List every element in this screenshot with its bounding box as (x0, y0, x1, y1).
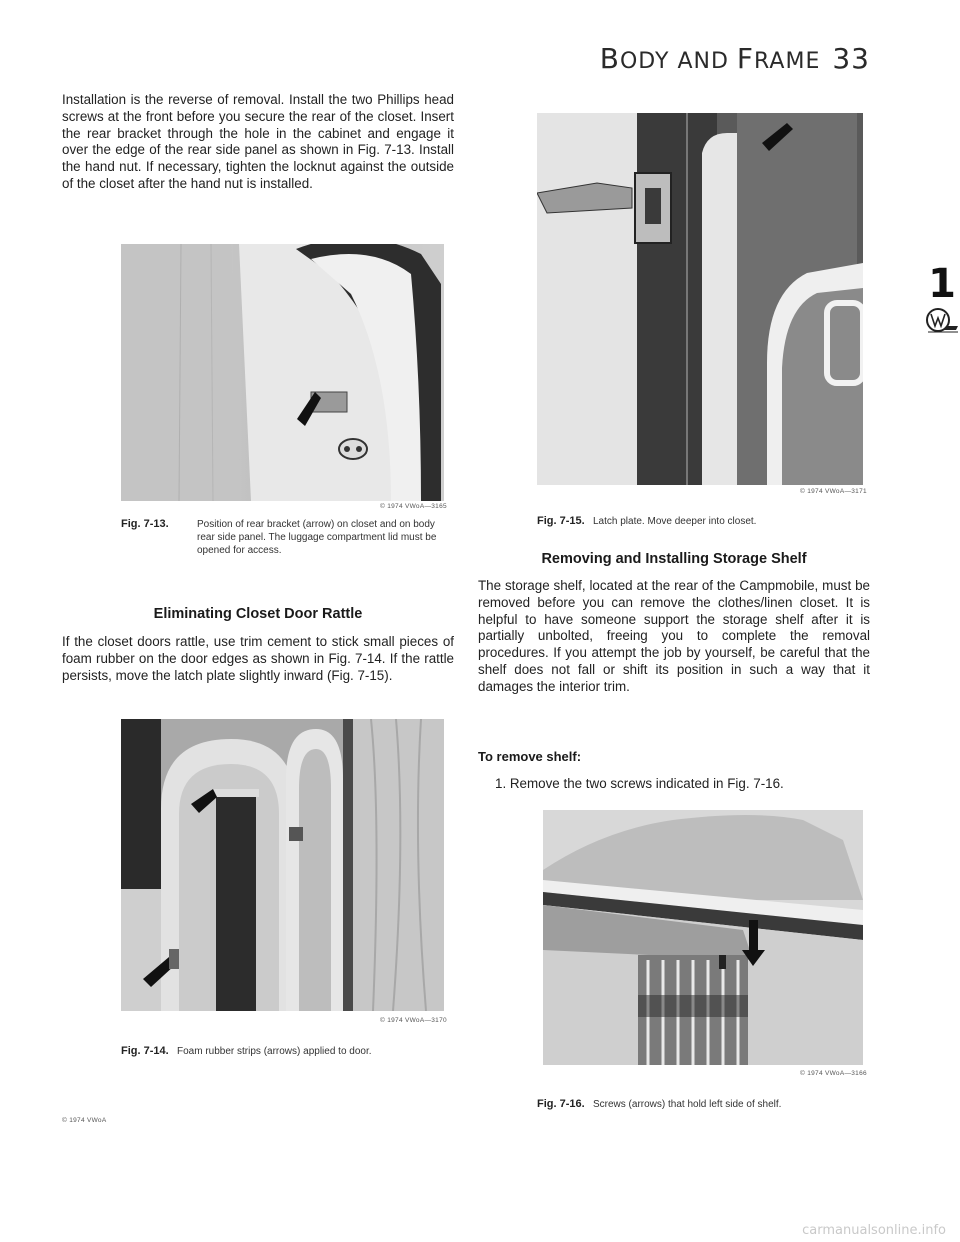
figure-7-16-caption (537, 1098, 877, 1111)
section-title-storage-shelf: Removing and Installing Storage Shelf (541, 551, 807, 567)
figure-text: Screws (arrows) that hold left side of shelf. (593, 1099, 782, 1110)
figure-7-13-caption (121, 518, 451, 557)
figure-label: Fig. 7-14. (121, 1045, 169, 1057)
chapter-tab (924, 262, 960, 342)
figure-7-16-photo (543, 810, 863, 1065)
sub-title-remove-shelf: To remove shelf: (478, 749, 582, 764)
figure-text: Foam rubber strips (arrows) applied to door. (177, 1046, 372, 1057)
rattle-paragraph: If the closet doors rattle, use trim cement to stick small pieces of foam rubber on the door edges as shown in Fig. 7-14. If the rattle persists, move the latch plate slightly inward (Fig. 7-15). (62, 634, 454, 683)
header-title: BODY AND FRAME (599, 42, 821, 75)
footer-copyright: © 1974 VWoA (62, 1117, 107, 1124)
figure-7-13-photo (121, 244, 444, 501)
intro-paragraph: Installation is the reverse of removal. Install the two Phillips head screws at the front before you secure the rear of the closet. Insert the rear bracket through the hole in the cabinet and engage it over the edge of the rear side panel as shown in Fig. 7-13. Install the hand nut. If necessary, tighten the locknut against the outside of the closet after the hand nut is installed. (62, 92, 454, 191)
figure-7-14-caption (121, 1045, 461, 1058)
vw-logo-icon (924, 306, 960, 336)
figure-7-16-credit: © 1974 VWoA—3166 (800, 1070, 867, 1077)
figure-7-15-caption (537, 515, 867, 528)
watermark-url: carmanualsonline.info (802, 1223, 946, 1238)
figure-7-15-photo (537, 113, 863, 485)
shelf-paragraph: The storage shelf, located at the rear of the Campmobile, must be removed before you can remove the clothes/linen closet. It is helpful to have someone support the storage shelf after it is partially unbolted, freeing you to complete the removal procedures. If you attempt the job by yourself, be careful that the shelf does not fall or shift its position in such a way that it damages the interior trim. (478, 578, 870, 694)
figure-label: Fig. 7-15. (537, 515, 585, 527)
figure-label: Fig. 7-13. (121, 518, 169, 530)
figure-text: Latch plate. Move deeper into closet. (593, 516, 757, 527)
section-title-closet-rattle: Eliminating Closet Door Rattle (153, 606, 363, 622)
figure-7-14-credit: © 1974 VWoA—3170 (380, 1017, 447, 1024)
step-1: 1. Remove the two screws indicated in Fig. 7-16. (495, 776, 784, 791)
figure-7-13-credit: © 1974 VWoA—3165 (380, 503, 447, 510)
page-number: 33 (832, 42, 870, 75)
page-header (590, 42, 870, 75)
chapter-number: 1 (928, 261, 956, 307)
figure-text: Position of rear bracket (arrow) on closet and on body rear side panel. The luggage compartment lid must be opened for access. (197, 519, 437, 556)
figure-label: Fig. 7-16. (537, 1098, 585, 1110)
figure-7-14-photo (121, 719, 444, 1011)
figure-7-15-credit: © 1974 VWoA—3171 (800, 488, 867, 495)
